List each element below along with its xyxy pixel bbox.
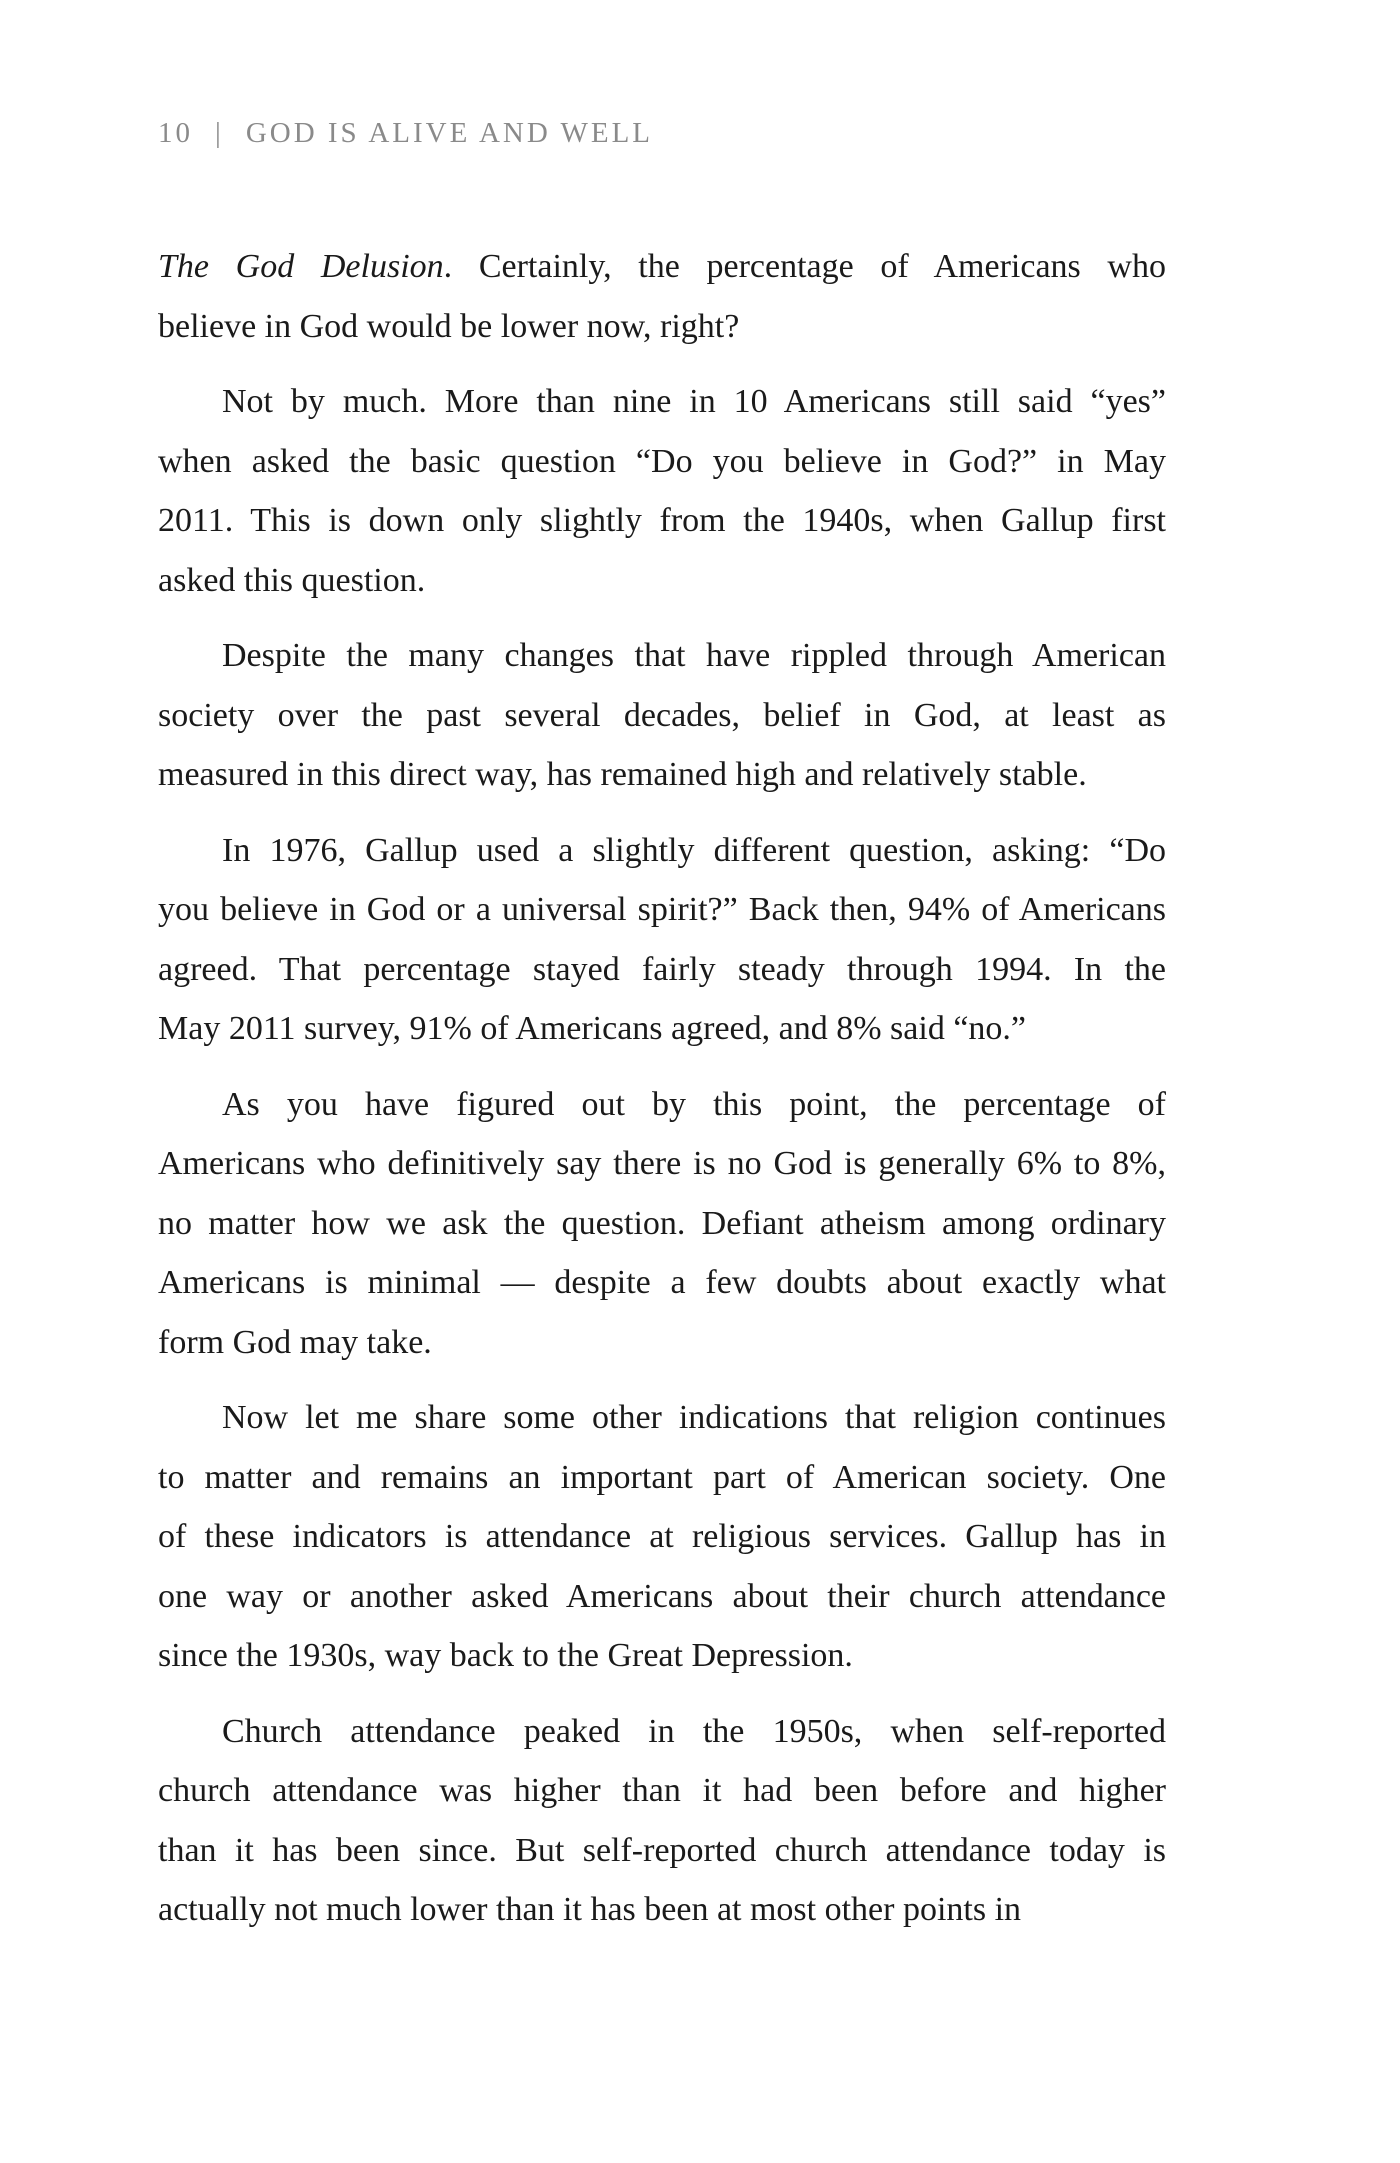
paragraph xyxy=(158,237,1166,356)
text-line: one way or another asked Americans about their church attendance xyxy=(158,1577,1166,1615)
text-line: believe in God would be lower now, right? xyxy=(158,307,740,345)
paragraph xyxy=(158,1702,1166,1940)
text-line: no matter how we ask the question. Defiant atheism among ordinary xyxy=(158,1204,1166,1242)
paragraph xyxy=(158,1388,1166,1686)
text-line: May 2011 survey, 91% of Americans agreed, and 8% said “no.” xyxy=(158,1010,1026,1047)
text-line: when asked the basic question “Do you believe in God?” in May xyxy=(158,442,1166,480)
text-line: church attendance was higher than it had been before and higher xyxy=(158,1772,1166,1809)
text-line xyxy=(158,237,1166,297)
text-line: agreed. That percentage stayed fairly steady through 1994. In the xyxy=(158,950,1166,988)
page-number: 10 xyxy=(158,117,193,149)
text-line: In 1976, Gallup used a slightly different question, asking: “Do xyxy=(222,831,1166,869)
book-title: The God Delusion xyxy=(158,248,444,285)
running-title: GOD IS ALIVE AND WELL xyxy=(245,117,654,149)
text-line: to matter and remains an important part of American society. One xyxy=(158,1458,1166,1496)
text-line: actually not much lower than it has been at most other points in xyxy=(158,1891,1022,1928)
paragraph xyxy=(158,626,1166,805)
text-line: since the 1930s, way back to the Great Depression. xyxy=(158,1637,853,1674)
text-line: Now let me share some other indications that religion continues xyxy=(222,1399,1166,1436)
text-line: asked this question. xyxy=(158,561,426,599)
running-header xyxy=(158,117,653,150)
paragraph xyxy=(158,821,1166,1059)
text-line: Despite the many changes that have rippled through American xyxy=(222,637,1166,674)
text-line: than it has been since. But self-reported church attendance today is xyxy=(158,1831,1166,1869)
text-line: of these indicators is attendance at religious services. Gallup has in xyxy=(158,1518,1166,1555)
text-line: Not by much. More than nine in 10 Americans still said “yes” xyxy=(222,383,1166,420)
text-line: 2011. This is down only slightly from the 1940s, when Gallup first xyxy=(158,502,1166,539)
paragraph xyxy=(158,372,1166,610)
text-line: Americans who definitively say there is no God is generally 6% to 8%, xyxy=(158,1145,1166,1182)
body-text xyxy=(158,237,1166,1956)
text-line: Church attendance peaked in the 1950s, when self-reported xyxy=(222,1712,1166,1750)
text-span: . Certainly, the percentage of Americans who xyxy=(443,248,1166,285)
header-separator: | xyxy=(215,117,224,149)
text-line: As you have figured out by this point, the percentage of xyxy=(222,1085,1166,1123)
text-line: measured in this direct way, has remained high and relatively stable. xyxy=(158,756,1087,793)
text-line: form God may take. xyxy=(158,1323,432,1361)
text-line: Americans is minimal — despite a few doubts about exactly what xyxy=(158,1264,1166,1301)
text-line: you believe in God or a universal spirit?” Back then, 94% of Americans xyxy=(158,891,1166,928)
paragraph xyxy=(158,1075,1166,1373)
text-line: society over the past several decades, belief in God, at least as xyxy=(158,696,1166,734)
